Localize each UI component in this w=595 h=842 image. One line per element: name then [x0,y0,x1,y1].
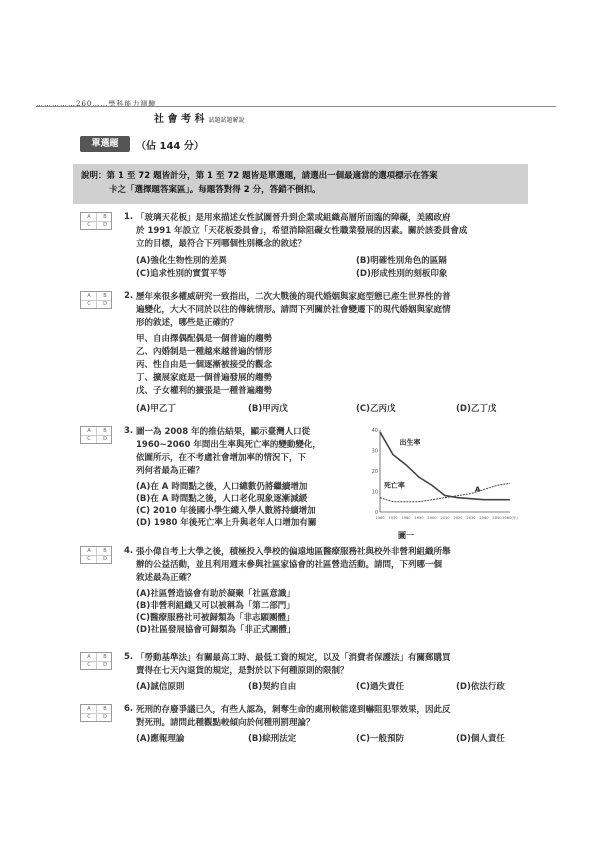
chart-caption: 圖一 [398,531,414,540]
series-label: 死亡率 [383,481,405,490]
statement: 戊、子女權利的擴張是一種普遍趨勢 [136,386,273,396]
option-d[interactable]: (D)社區發展協會可歸類為「非正式團體」 [136,625,296,635]
x-tick-label: 1970 [388,516,398,520]
option-c[interactable]: (C)追求性別的實質平等 [136,269,227,279]
option-a[interactable]: (A)甲乙丁 [136,404,176,414]
answer-box[interactable]: A B C D [80,652,112,670]
option-c[interactable]: (C)醫療服務社可被歸類為「非志願團體」 [136,613,295,623]
page-label: ……………260……學科能力測驗 [36,100,157,108]
y-tick-label: 0 [374,510,378,516]
option-b[interactable]: (B)非營利組織又可以被稱為「第二部門」 [136,601,295,611]
option-b[interactable]: (B)契約自由 [248,682,297,692]
option-c[interactable]: (C)乙丙戊 [356,404,396,414]
question-6 [80,704,540,749]
y-tick-label: 20 [371,469,378,475]
section-points: （佔 144 分） [136,141,204,152]
option-b[interactable]: (B)綜刑法定 [248,734,297,744]
instructions-line-2: 卡之「選擇題答案區」。每題答對得 2 分，答錯不倒扣。 [109,185,321,195]
question-number: 4. [124,546,134,556]
birth-death-rate-chart [366,424,516,534]
x-tick-label: 1990 [414,516,424,520]
option-b[interactable]: (B)明確性別角色的區隔 [356,256,447,266]
option-b[interactable]: (B)在 A 時間點之後，人口老化現象逐漸減緩 [136,494,308,504]
option-c[interactable]: (C) 2010 年後國小學生總入學人數將持續增加 [136,506,316,516]
x-tick-label: 2010 [440,516,450,520]
question-number: 6. [124,704,134,714]
page-header [36,95,556,125]
subject-subtitle: 試題試題解說 [208,117,245,124]
answer-box[interactable]: A B C D [80,426,112,444]
question-text: 歷年來很多權威研究一致指出，二次大戰後的現代婚姻與家庭型態已產生世界性的普 遍變化，大大不同於以往的傳統情形。請問下列關於社會變遷下的現代婚姻與家庭情 形的敘述，哪些是正確的？ [136,292,451,328]
question-text: 「勞動基準法」有關最高工時、最低工資的規定，以及「消費者保護法」有關郵購買 賣得在七天內退貨的規定，是對於以下何種原則的限制？ [136,653,451,676]
x-tick-label: 2030 [466,516,476,520]
question-2 [80,291,540,416]
question-text: 「玻璃天花板」是用來描述女性試圖晉升到企業或組織高層所面臨的障礙，美國政府 於 1991 年設立「天花板委員會」，希望消除阻礙女性職業發展的因素。關於該委員會成 立的目標，最符合下列哪個性別概念的敘述？ [136,213,468,249]
question-text: 圖一為 2008 年的推估結果，顯示臺灣人口從 1960∼2060 年間出生率與死亡率的變動變化， 依圖所示，在不考慮社會增加率的情況下，下 列何者最為正確？ [136,427,321,476]
answer-box[interactable]: A B C D [80,212,112,230]
option-d[interactable]: (D)形成性別的刻板印象 [356,269,448,279]
x-tick-label: 2050 [492,516,502,520]
option-d[interactable]: (D)乙丁戊 [456,404,497,414]
statement: 丁、擴展家庭是一個普遍發展的趨勢 [136,373,273,383]
header-rule [36,106,556,107]
x-tick-label: 2060(年) [502,516,518,520]
subject-name: 社 會 考 科 [154,114,205,125]
x-tick-label: 2000 [427,516,437,520]
question-text: 死刑的存廢爭議已久，有些人認為，剝奪生命的處刑較能達到嚇阻犯罪效果，因此反 對死刑。請問此種觀點較傾向於何種刑罰理論？ [136,705,451,728]
option-a[interactable]: (A)社區營造協會有助於凝聚「社區意識」 [136,589,295,599]
answer-box[interactable]: A B C D [80,291,112,309]
question-number: 3. [124,426,134,436]
section-badge: 單選題 [80,136,130,152]
statement: 丙、性自由是一個逐漸被接受的觀念 [136,360,273,370]
option-a[interactable]: (A)強化生物性別的差異 [136,256,227,266]
answer-box[interactable]: A B C D [80,546,112,564]
series-label: 出生率 [399,438,421,447]
subject-title [154,110,244,125]
option-c[interactable]: (C)過失責任 [356,682,405,692]
annotation-a: A [474,485,481,494]
question-number: 5. [124,652,134,662]
option-a[interactable]: (A)應報理論 [136,734,185,744]
y-tick-label: 30 [371,448,378,455]
question-4 [80,546,540,641]
x-tick-label: 1960 [375,516,385,520]
x-tick-label: 2020 [453,516,463,520]
question-statements [136,333,436,398]
option-a[interactable]: (A)誠信原則 [136,682,185,692]
option-b[interactable]: (B)甲丙戊 [248,404,288,414]
x-tick-label: 2040 [479,516,489,520]
question-number: 2. [124,291,134,301]
question-5 [80,652,540,697]
x-tick-label: 1980 [401,516,411,520]
y-tick-label: 40 [371,428,378,434]
option-d[interactable]: (D) 1980 年後死亡率上升與老年人口增加有關 [136,518,317,528]
statement: 乙、內婚制是一種越來越普遍的情形 [136,347,273,357]
answer-box[interactable]: A B C D [80,704,112,722]
option-d[interactable]: (D)個人責任 [456,734,505,744]
question-options [136,587,536,635]
question-1 [80,212,540,282]
instructions-box [73,164,528,204]
statement: 甲、自由擇偶配偶是一個普遍的趨勢 [136,334,273,344]
instructions-line-1: 說明：第 1 至 72 題皆計分，第 1 至 72 題皆是單選題，請選出一個最適當的選項標示在答案 [81,171,438,181]
option-c[interactable]: (C)一般預防 [356,734,405,744]
question-options [136,480,376,528]
option-a[interactable]: (A)在 A 時間點之後，人口總數仍將繼續增加 [136,482,308,492]
question-number: 1. [124,212,134,222]
y-tick-label: 10 [371,489,378,496]
question-text: 張小偉自考上大學之後，積極投入學校的偏遠地區醫療服務社與校外非營利組織所舉 辦的公益活動，並且利用週末參與社區家協會的社區營造活動。請問，下列哪一個 敘述最為正確？ [136,547,451,583]
option-d[interactable]: (D)依法行政 [456,682,505,692]
